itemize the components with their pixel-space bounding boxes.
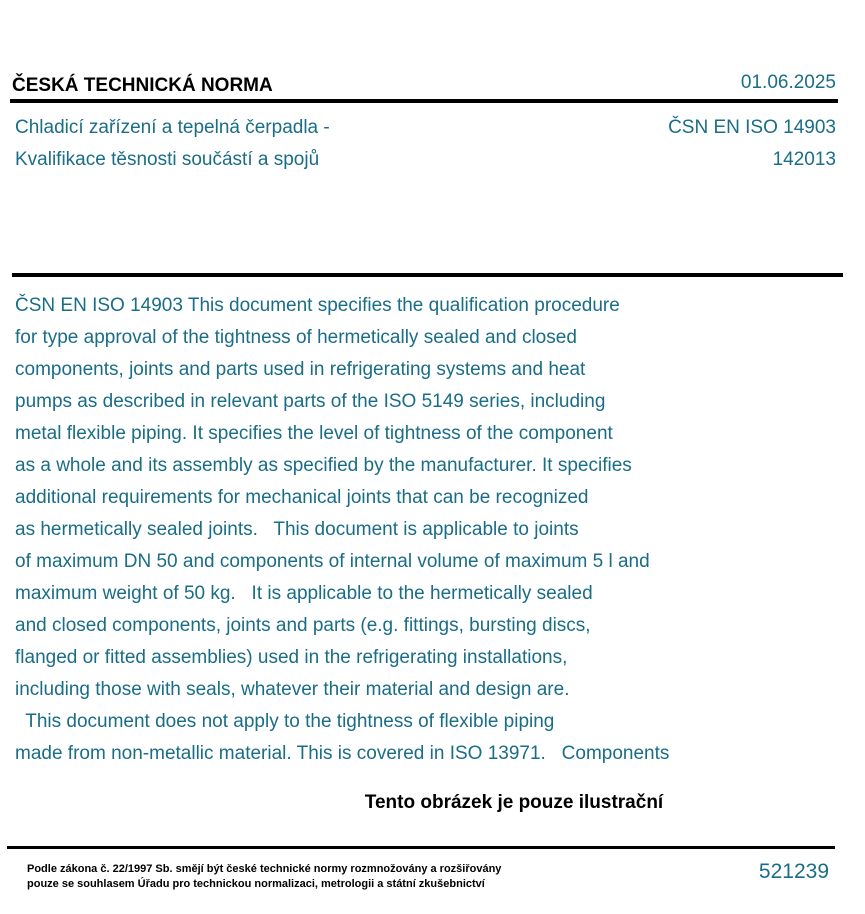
title-divider: [12, 273, 843, 277]
classification-code: 142013: [772, 149, 836, 170]
norm-header-title: ČESKÁ TECHNICKÁ NORMA: [12, 75, 273, 96]
document-title-line-1: Chladicí zařízení a tepelná čerpadla -: [15, 117, 330, 138]
publication-date: 01.06.2025: [740, 72, 836, 93]
standard-code: ČSN EN ISO 14903: [668, 117, 836, 138]
document-title-line-2: Kvalifikace těsnosti součástí a spojů: [15, 149, 320, 170]
illustrative-notice: Tento obrázek je pouze ilustrační: [364, 792, 664, 813]
legal-notice-line-1: Podle zákona č. 22/1997 Sb. smějí být české technické normy rozmnožovány a rozšiřovány: [27, 863, 502, 875]
abstract-line: for type approval of the tightness of hermetically sealed and closed: [15, 327, 577, 348]
abstract-line: made from non-metallic material. This is covered in ISO 13971. Components: [15, 743, 670, 764]
footer-divider: [7, 846, 835, 849]
abstract-text: [15, 290, 795, 770]
abstract-line: ČSN EN ISO 14903 This document specifies the qualification procedure: [15, 295, 620, 316]
abstract-line: and closed components, joints and parts (e.g. fittings, bursting discs,: [15, 615, 591, 636]
abstract-line: additional requirements for mechanical joints that can be recognized: [15, 487, 589, 508]
legal-notice: [27, 862, 501, 892]
abstract-line: as hermetically sealed joints. This document is applicable to joints: [15, 519, 579, 540]
abstract-line: components, joints and parts used in refrigerating systems and heat: [15, 359, 586, 380]
abstract-line: flanged or fitted assemblies) used in the refrigerating installations,: [15, 647, 568, 668]
header-divider: [10, 99, 838, 103]
abstract-line: as a whole and its assembly as specified by the manufacturer. It specifies: [15, 455, 632, 476]
abstract-line: including those with seals, whatever their material and design are.: [15, 679, 570, 700]
document-id: 521239: [758, 860, 829, 883]
legal-notice-line-2: pouze se souhlasem Úřadu pro technickou normalizaci, metrologii a státní zkušebnictví: [27, 878, 485, 890]
abstract-line: maximum weight of 50 kg. It is applicable to the hermetically sealed: [15, 583, 593, 604]
abstract-line: of maximum DN 50 and components of internal volume of maximum 5 l and: [15, 551, 650, 572]
abstract-line: metal flexible piping. It specifies the level of tightness of the component: [15, 423, 613, 444]
abstract-line: pumps as described in relevant parts of the ISO 5149 series, including: [15, 391, 606, 412]
abstract-line: This document does not apply to the tightness of flexible piping: [15, 711, 555, 732]
